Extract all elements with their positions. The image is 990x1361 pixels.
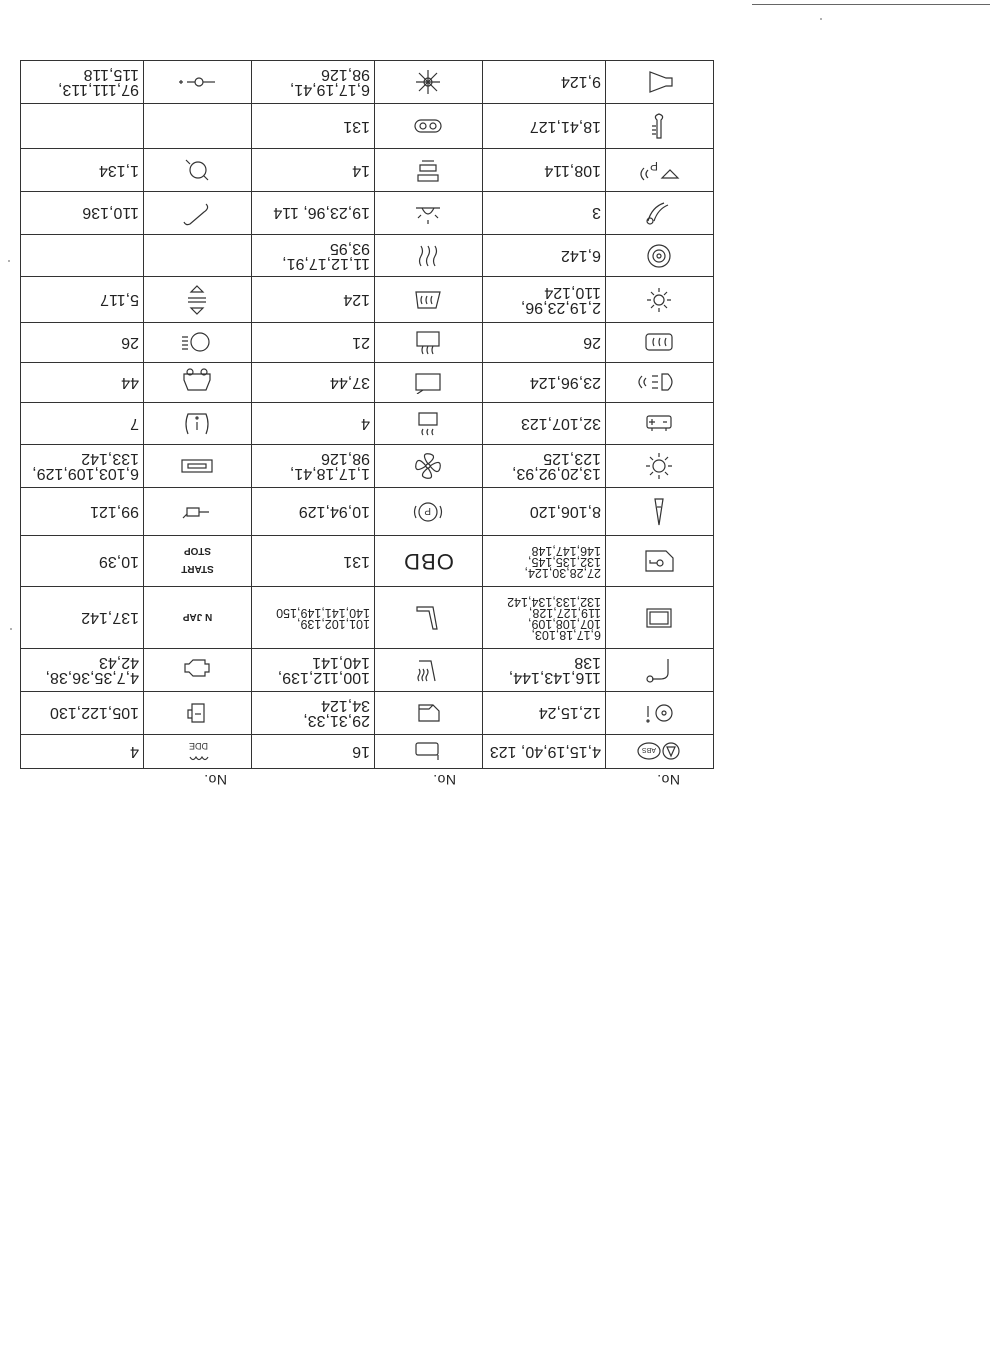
- symbol-cell: [144, 691, 252, 734]
- symbol-cell: [375, 691, 483, 734]
- horn-icon: [643, 70, 677, 94]
- symbol-cell: [606, 234, 714, 277]
- symbol-cell: [375, 402, 483, 445]
- page-numbers: 2,19,23,96, 110,124: [483, 277, 606, 322]
- pen-icon: [650, 495, 670, 529]
- table-row: [21, 536, 714, 587]
- symbol-cell: [606, 322, 714, 362]
- snowflake-icon: [414, 67, 444, 97]
- symbol-index-table: [20, 60, 714, 769]
- symbol-cell: [375, 587, 483, 649]
- symbol-cell: [375, 536, 483, 587]
- page-numbers: 6,142: [483, 234, 606, 277]
- start-stop-text-icon: START STOP: [181, 545, 214, 575]
- table-row: [21, 734, 714, 768]
- symbol-cell: [375, 322, 483, 362]
- symbol-cell: [144, 402, 252, 445]
- page-numbers: 131: [252, 536, 375, 587]
- page-numbers: [21, 234, 144, 277]
- table-row: [21, 649, 714, 692]
- tablet-screen-icon: [414, 370, 444, 394]
- symbol-cell: [144, 277, 252, 322]
- seat-massage-icon: [413, 155, 445, 185]
- table-row: [21, 322, 714, 362]
- scan-speck: [10, 628, 12, 630]
- table-row: [21, 277, 714, 322]
- page-numbers: [21, 103, 144, 148]
- symbol-cell: [144, 61, 252, 104]
- symbol-cell: [606, 587, 714, 649]
- page-numbers: 116,143,144, 138: [483, 649, 606, 692]
- page-numbers: 4,7,35,36,38, 42,43: [21, 649, 144, 692]
- phone-handset-icon: [183, 198, 213, 228]
- page-numbers: 6,17,18,103, 107,108,109, 119,127,128, 132,133,134,142: [483, 587, 606, 649]
- table-row: [21, 402, 714, 445]
- symbol-cell: [606, 103, 714, 148]
- car-wash-icon: [181, 368, 215, 396]
- symbol-cell: [606, 149, 714, 192]
- key-card-icon: [643, 547, 677, 575]
- page-numbers: 99,121: [21, 488, 144, 536]
- heater-grille-icon: [414, 328, 444, 356]
- page-numbers: 105,122,130: [21, 691, 144, 734]
- page-numbers: 10,39: [21, 536, 144, 587]
- table-row: [21, 445, 714, 488]
- symbol-cell: [375, 649, 483, 692]
- symbol-cell: [144, 536, 252, 587]
- page-numbers: 3: [483, 191, 606, 234]
- page-numbers: 32,107,123: [483, 402, 606, 445]
- cd-disc-icon: [645, 241, 675, 271]
- sun-sensor-icon: [645, 451, 675, 481]
- symbol-cell: [606, 649, 714, 692]
- page-numbers: 13,20,92,93, 123,125: [483, 445, 606, 488]
- steering-adjust-icon: [181, 156, 215, 184]
- page-numbers: 97,111,113, 115,118: [21, 61, 144, 104]
- svg-text:ABS: ABS: [642, 746, 657, 754]
- page-numbers: 4: [21, 734, 144, 768]
- symbol-cell: [375, 734, 483, 768]
- radio-slot-icon: [181, 457, 215, 475]
- page-numbers: 101,102,139, 140,141,149,150: [252, 587, 375, 649]
- page-numbers: 9,124: [483, 61, 606, 104]
- symbol-cell: [375, 234, 483, 277]
- symbol-cell: [606, 734, 714, 768]
- svg-text:P: P: [424, 504, 432, 516]
- symbol-cell: [375, 277, 483, 322]
- rearview-mirror-icon: [414, 740, 444, 762]
- scan-speck: [820, 18, 822, 20]
- rear-window-heat-icon: [414, 242, 444, 270]
- table-row: [21, 587, 714, 649]
- display-screen-icon: [645, 606, 675, 630]
- symbol-cell: [144, 149, 252, 192]
- page-numbers: 23,96,124: [483, 362, 606, 402]
- page-numbers: 6,103,109,129, 133,142: [21, 445, 144, 488]
- page-numbers: 21: [252, 322, 375, 362]
- symbol-cell: [606, 402, 714, 445]
- page-numbers: 137,142: [21, 587, 144, 649]
- page-numbers: 27,28,30,124, 132,135,145, 146,147,148: [483, 536, 606, 587]
- symbol-cell: [144, 649, 252, 692]
- symbol-cell: [375, 61, 483, 104]
- table-row: [21, 488, 714, 536]
- temperature-icon: [649, 110, 671, 142]
- jap-compass-icon: N JAP: [182, 610, 213, 622]
- table-row: [21, 103, 714, 148]
- oil-lamp-icon: [412, 116, 446, 136]
- symbol-cell: [375, 191, 483, 234]
- table-row: [21, 191, 714, 234]
- symbol-cell: [144, 191, 252, 234]
- page-numbers: 100,112,139, 140,141: [252, 649, 375, 692]
- symbol-cell: [144, 362, 252, 402]
- svg-text:P: P: [650, 159, 659, 174]
- table-row: [21, 234, 714, 277]
- page-numbers: 37,44: [252, 362, 375, 402]
- sunrise-icon: [413, 200, 445, 226]
- rear-defrost-icon: [643, 330, 677, 354]
- column-headers: [35, 769, 714, 790]
- table-row: [21, 362, 714, 402]
- rotated-index-sheet: [32, 60, 714, 790]
- symbol-cell: [375, 445, 483, 488]
- fuel-pump-icon: [182, 500, 214, 524]
- column-header: No.: [432, 772, 456, 788]
- symbol-cell: [144, 488, 252, 536]
- door-open-icon: [414, 701, 444, 725]
- symbol-cell: [375, 149, 483, 192]
- headlight-beam-icon: [637, 370, 683, 394]
- symbol-cell: [144, 587, 252, 649]
- washer-jet-icon: [645, 657, 675, 683]
- engine-check-icon: [182, 658, 214, 682]
- svg-text:DDE: DDE: [189, 741, 209, 752]
- page-numbers: 11,12,17,91, 93,95: [252, 234, 375, 277]
- brightness-icon: [645, 285, 675, 315]
- symbol-cell: [606, 445, 714, 488]
- table-row: [21, 691, 714, 734]
- coolant-jug-icon: [185, 700, 211, 726]
- symbol-cell: [606, 362, 714, 402]
- heated-seat-icon: [414, 655, 444, 685]
- abs-brake-warning-icon: [637, 740, 683, 762]
- page-numbers: 29,31,33, 34,124: [252, 691, 375, 734]
- symbol-cell: [144, 734, 252, 768]
- seat-belt-icon: [414, 603, 444, 633]
- seat-adjust-arrows-icon: [183, 284, 213, 316]
- page-numbers: 8,106,120: [483, 488, 606, 536]
- page-numbers: 1,17,18,41, 98,126: [252, 445, 375, 488]
- scan-edge-line: [752, 4, 990, 5]
- symbol-cell: [606, 61, 714, 104]
- page-numbers: 6,17,19,41, 98,126: [252, 61, 375, 104]
- column-header: No.: [203, 772, 227, 788]
- page-numbers: 4,15,19,40, 123: [483, 734, 606, 768]
- page-numbers: 1,134: [21, 149, 144, 192]
- page-numbers: 7: [21, 402, 144, 445]
- empty-cell: [144, 103, 252, 148]
- page-numbers: 131: [252, 103, 375, 148]
- table-row: [21, 61, 714, 104]
- obd-text-icon: OBD: [403, 549, 454, 575]
- page-numbers: 26: [21, 322, 144, 362]
- page-numbers: 14: [252, 149, 375, 192]
- brake-wear-icon: [181, 329, 215, 355]
- page-numbers: 108,114: [483, 149, 606, 192]
- column-header: No.: [656, 772, 680, 788]
- parking-brake-icon: [413, 500, 445, 524]
- page-numbers: 10,94,129: [252, 488, 375, 536]
- fan-icon: [414, 451, 444, 481]
- seat-warmer-icon: [414, 409, 444, 439]
- tire-pressure-icon: [183, 410, 213, 438]
- symbol-cell: [375, 362, 483, 402]
- empty-cell: [144, 234, 252, 277]
- scan-speck: [8, 260, 10, 262]
- car-battery-icon: [644, 412, 676, 436]
- voice-control-icon: [645, 199, 675, 227]
- symbol-cell: [606, 536, 714, 587]
- table-row: [21, 149, 714, 192]
- page-numbers: 44: [21, 362, 144, 402]
- page-numbers: 12,15,24: [483, 691, 606, 734]
- windshield-defrost-icon: [413, 288, 445, 312]
- symbol-cell: [606, 191, 714, 234]
- page-numbers: 26: [483, 322, 606, 362]
- park-assist-icon: [637, 156, 683, 184]
- steering-wheel-i-icon: [643, 702, 677, 724]
- page-numbers: 4: [252, 402, 375, 445]
- symbol-cell: [606, 277, 714, 322]
- symbol-cell: [144, 445, 252, 488]
- symbol-cell: [606, 691, 714, 734]
- page-numbers: 110,136: [21, 191, 144, 234]
- page-numbers: 19,23,96, 114: [252, 191, 375, 234]
- page-numbers: 18,41,127: [483, 103, 606, 148]
- symbol-cell: [375, 488, 483, 536]
- trailer-hitch-icon: [178, 74, 218, 90]
- symbol-cell: [606, 488, 714, 536]
- page-numbers: 16: [252, 734, 375, 768]
- symbol-cell: [144, 322, 252, 362]
- page-numbers: 124: [252, 277, 375, 322]
- symbol-cell: [375, 103, 483, 148]
- page-numbers: 5,117: [21, 277, 144, 322]
- dde-glow-plug-icon: [183, 739, 213, 763]
